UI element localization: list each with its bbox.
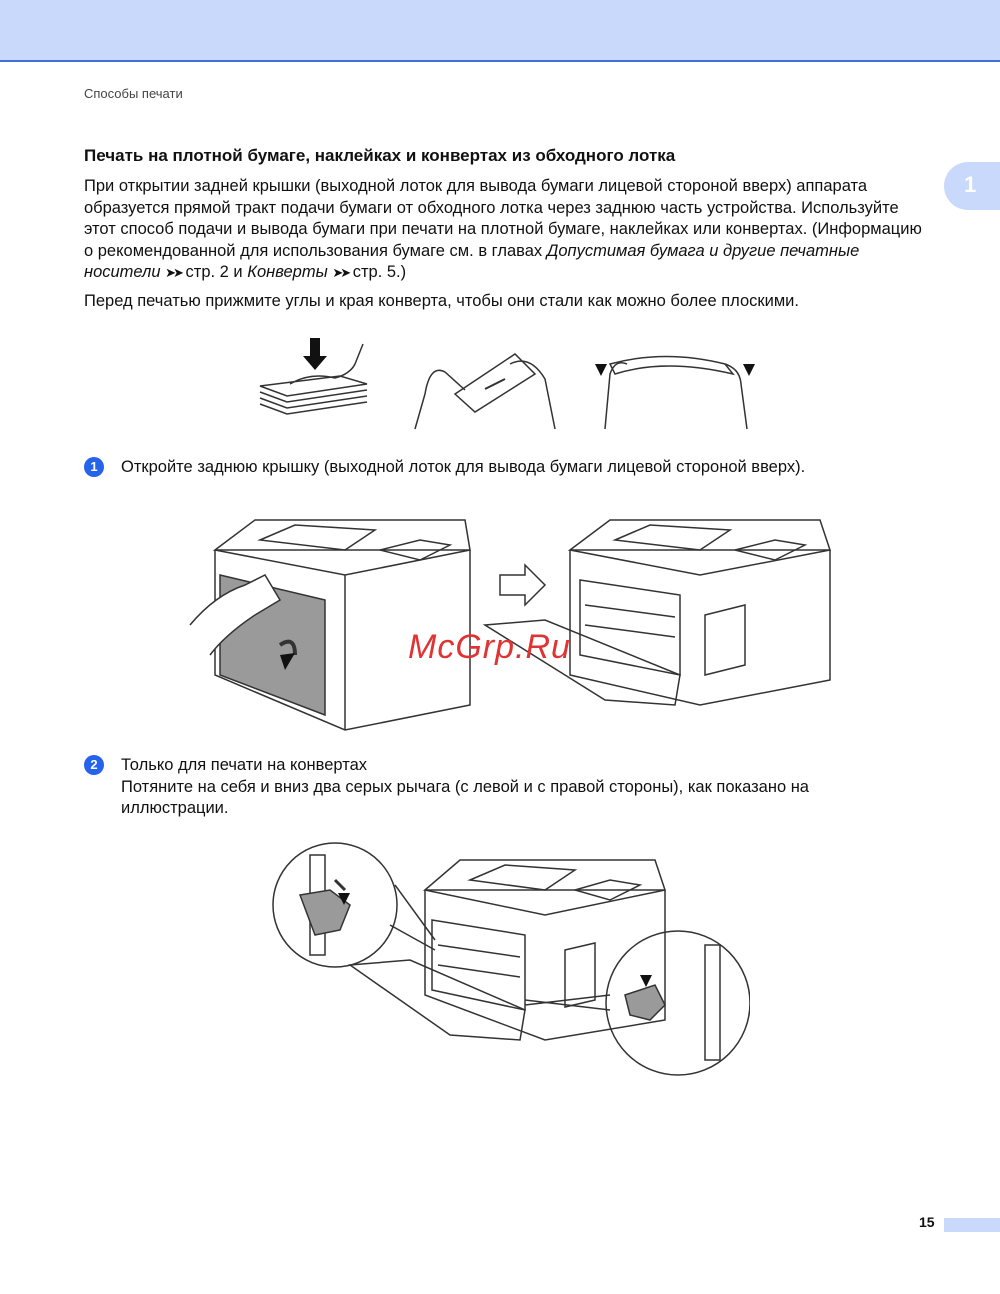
page-ref-arrows-icon: ➤➤ bbox=[332, 265, 349, 280]
page-tab bbox=[944, 1218, 1000, 1232]
step-2-title: Только для печати на конвертах bbox=[121, 756, 368, 774]
intro-text: При открытии задней крышки (выходной лоток для вывода бумаги лицевой стороной вверх) аппарата образуется прямой тракт подачи бумаги от обходного лотка через заднюю часть устройства. Используйте этот способ подачи и вывода бумаги при печати на плотной бумаге, наклейках или конвертах. (Информацию о рекомендованной для использования бумаге см. в главах bbox=[84, 177, 922, 260]
levers-illustration bbox=[270, 835, 750, 1085]
step-2-badge: 2 bbox=[84, 755, 104, 775]
section-title: Печать на плотной бумаге, наклейках и конвертах из обходного лотка bbox=[84, 146, 676, 165]
step-2-body bbox=[121, 755, 901, 820]
header-band bbox=[0, 0, 1000, 62]
reference-envelopes: Конверты bbox=[247, 263, 328, 281]
step-1-text: Откройте заднюю крышку (выходной лоток для вывода бумаги лицевой стороной вверх). bbox=[121, 458, 806, 476]
reference-page-5: стр. 5.) bbox=[348, 263, 407, 281]
envelope-flatten-illustration bbox=[255, 334, 775, 434]
reference-paper-types: Допустимая бумага и другие печатные носители bbox=[84, 241, 860, 281]
step-2-text: Потяните на себя и вниз два серых рычага (с левой и с правой стороны), как показано на иллюстрации. bbox=[121, 777, 809, 817]
intro-paragraph bbox=[84, 176, 934, 284]
reference-page-2: стр. 2 и bbox=[180, 263, 248, 281]
open-back-cover-illustration bbox=[185, 505, 835, 745]
flatten-note: Перед печатью прижмите углы и края конверта, чтобы они стали как можно более плоскими. bbox=[84, 292, 799, 310]
step-1-badge: 1 bbox=[84, 457, 104, 477]
watermark: McGrp.Ru bbox=[408, 628, 571, 666]
chapter-number: 1 bbox=[964, 172, 977, 197]
chapter-tab bbox=[944, 162, 1000, 210]
running-title: Способы печати bbox=[84, 86, 183, 101]
page-ref-arrows-icon: ➤➤ bbox=[165, 265, 181, 280]
page-number: 15 bbox=[919, 1214, 935, 1230]
